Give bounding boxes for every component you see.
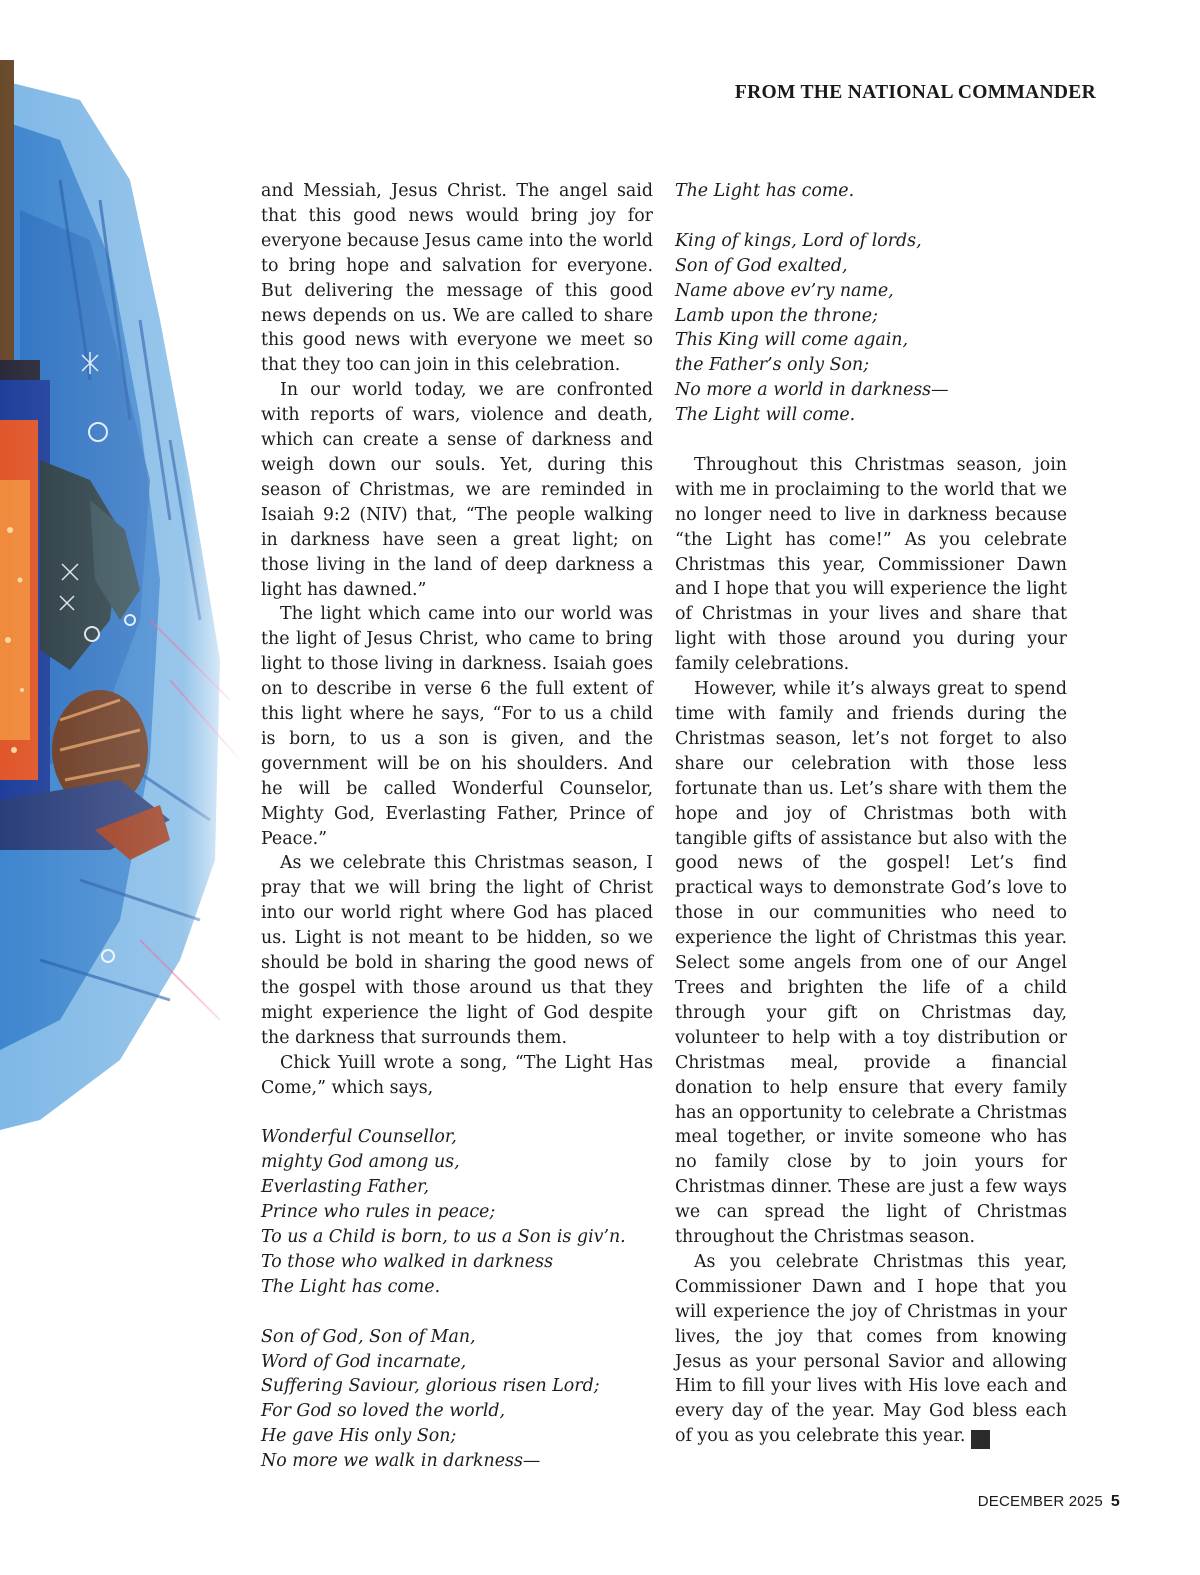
paragraph: As we celebrate this Christmas season, I pray that we will bring the light of Christ into our world right where God has placed us. Light is not meant to be hidden, so we should be bold in sharing the good news of the gospel with those around us that they might experience the light of God despite the darkness that surrounds them. <box>261 853 653 1048</box>
song-line: mighty God among us, <box>261 1152 460 1173</box>
song-stanza <box>261 1125 653 1299</box>
song-line: Prince who rules in peace; <box>261 1202 496 1223</box>
song-line: Suffering Saviour, glorious risen Lord; <box>261 1376 600 1397</box>
paragraph <box>675 1250 1067 1449</box>
song-line: Son of God, Son of Man, <box>261 1326 476 1347</box>
song-stanza <box>261 1325 653 1474</box>
song-line: To us a Child is born, to us a Son is giv’n. <box>261 1227 626 1248</box>
song-line: This King will come again, <box>675 330 909 351</box>
paragraph: In our world today, we are confronted with reports of wars, violence and death, which can create a sense of darkness and weigh down our souls. Yet, during this season of Christmas, we are reminded in Isaiah 9:2 (NIV) that, “The people walking in darkness have seen a great light; on those living in the land of deep darkness a light has dawned.” <box>261 380 653 600</box>
song-line: No more we walk in darkness— <box>261 1451 541 1472</box>
song-line: For God so loved the world, <box>261 1401 506 1422</box>
paragraph-text: As you celebrate Christmas this year, Commissioner Dawn and I hope that you will experience the joy of Christmas in your lives, the joy that comes from knowing Jesus as your personal Savior and allowing Him to fill your lives with His love each and every day of the year. May God bless each of you as you celebrate this year. <box>675 1251 1067 1447</box>
song-line: The Light has come. <box>675 181 855 201</box>
paragraph: Throughout this Christmas season, join with me in proclaiming to the world that we no longer need to live in darkness because “the Light has come!” As you celebrate Christmas this year, Commissioner Dawn and I hope that you will experience the light of Christmas in your lives and share that light with those around you during your family celebrations. <box>675 454 1067 675</box>
song-line: He gave His only Son; <box>261 1426 457 1447</box>
song-line: The Light has come. <box>261 1276 441 1297</box>
article-column-right <box>675 179 1067 1449</box>
song-line: The Light will come. <box>675 405 856 426</box>
article-column-left <box>261 179 653 1499</box>
song-line: Wonderful Counsellor, <box>261 1127 457 1148</box>
song-line: Name above ev’ry name, <box>675 280 894 301</box>
song-line: No more a world in darkness— <box>675 380 949 401</box>
paragraph: However, while it’s always great to spend time with family and friends during the Christmas season, let’s not forget to also share our celebration with those less fortunate than us. Let’s share with them the hope and joy of Christmas both with tangible gifts of assistance but also with the good news of the gospel! Let’s find practical ways to demonstrate God’s love to those in our communities who need to experience the light of Christmas this year. Select some angels from one of our Angel Trees and brighten the life of a child through your gift on Christmas day, volunteer to help with a toy distribution or Christmas meal, provide a financial donation to help ensure that every family has an opportunity to celebrate a Christmas meal together, or invite someone who has no family close by to join yours for Christmas dinner. These are just a few ways we can spread the light of Christmas throughout the Christmas season. <box>675 679 1067 1248</box>
paragraph: The light which came into our world was the light of Jesus Christ, who came to bring light to those living in darkness. Isaiah goes on to describe in verse 6 the full extent of this light where he says, “For to us a child is born, to us a son is given, and the government will be on his shoulders. And he will be called Wonderful Counselor, Mighty God, Everlasting Father, Prince of Peace.” <box>261 604 653 849</box>
page-number: 5 <box>1110 1493 1120 1510</box>
song-line: Word of God incarnate, <box>261 1351 467 1372</box>
song-line: King of kings, Lord of lords, <box>675 230 922 251</box>
page-footer <box>978 1493 1120 1511</box>
song-line: Everlasting Father, <box>261 1177 430 1198</box>
issue-date: DECEMBER 2025 <box>977 1493 1103 1510</box>
song-line: the Father’s only Son; <box>675 355 870 376</box>
song-line: Son of God exalted, <box>675 255 848 276</box>
paragraph: Chick Yuill wrote a song, “The Light Has Come,” which says, <box>261 1052 653 1098</box>
paragraph: and Messiah, Jesus Christ. The angel said that this good news would bring joy for everyone because Jesus came into the world to bring hope and salvation for everyone. But delivering the message of this good news depends on us. We are called to share this good news with everyone we meet so that they too can join in this celebration. <box>261 181 653 376</box>
salvation-army-endmark-icon: ✠ <box>971 1430 990 1449</box>
song-stanza <box>675 179 1067 204</box>
section-header: FROM THE NATIONAL COMMANDER <box>734 82 1096 103</box>
song-line: Lamb upon the throne; <box>675 305 878 326</box>
song-stanza <box>675 229 1067 428</box>
lantern-illustration <box>0 60 245 1140</box>
song-line: To those who walked in darkness <box>261 1251 554 1272</box>
